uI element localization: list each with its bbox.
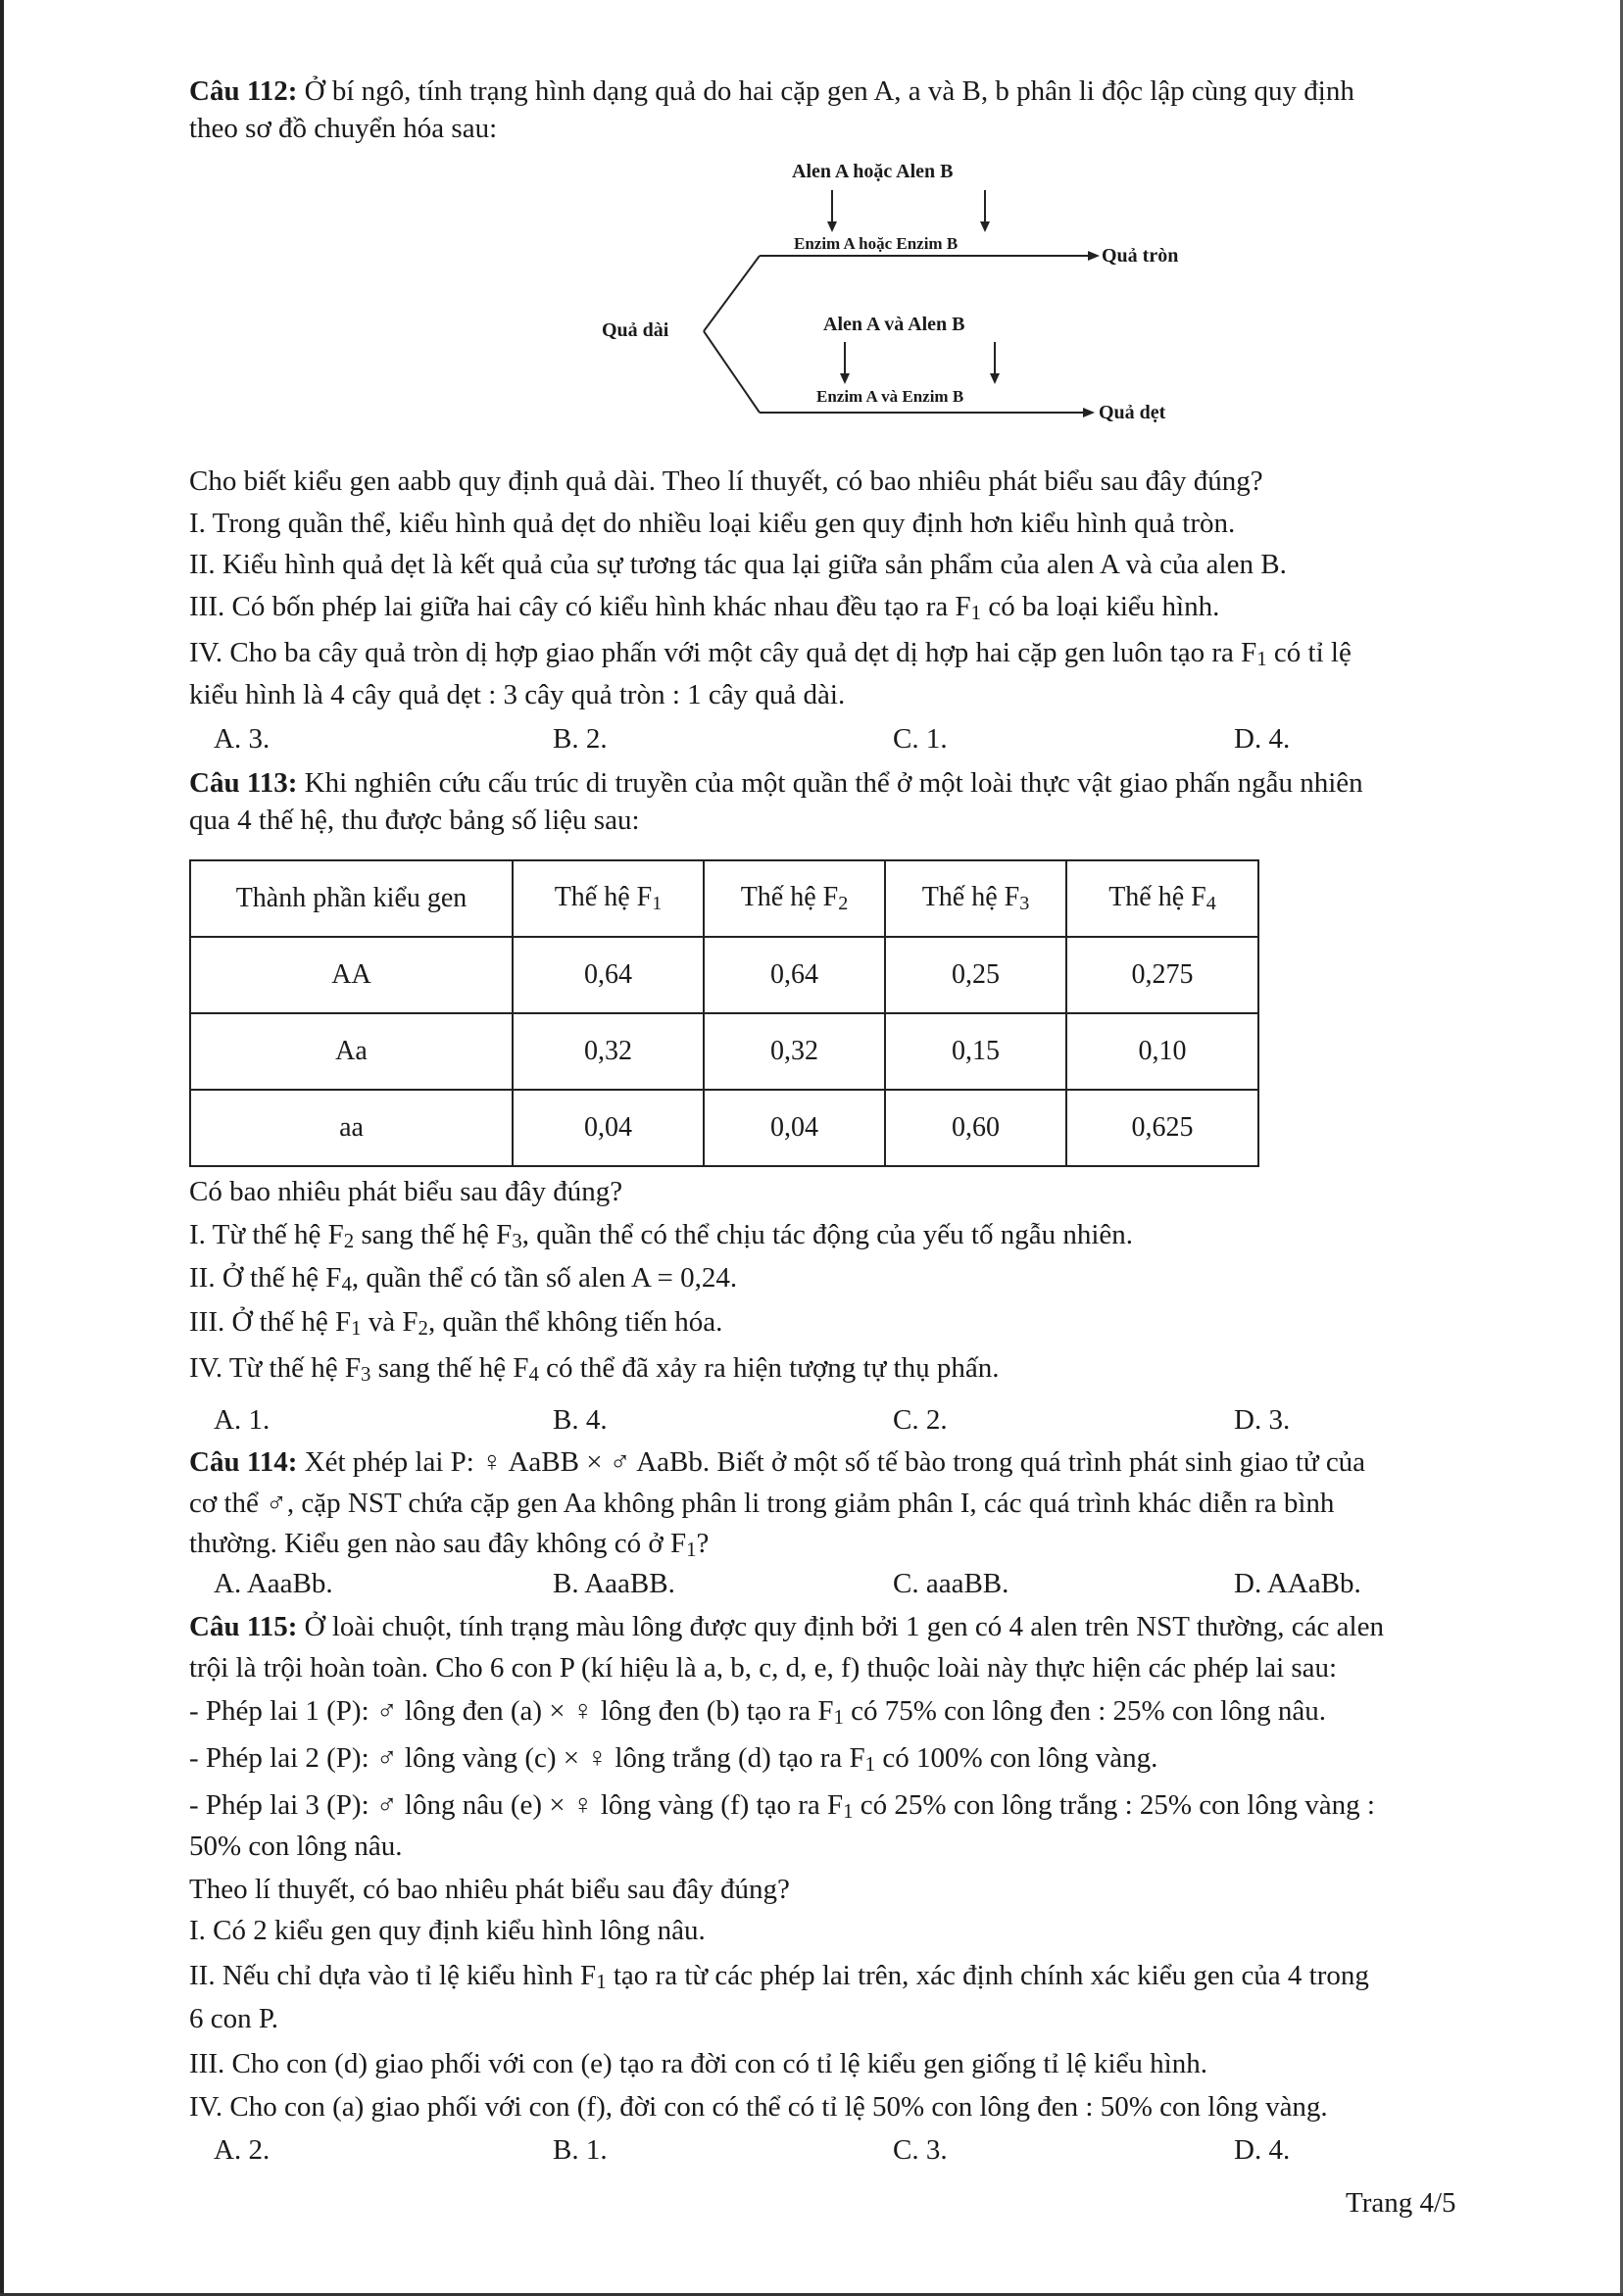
q113-statement-4: IV. Từ thế hệ $F_3$ sang thế hệ $F_4$ có thể đã xảy ra hiện tượng tự thụ phấn. (189, 1352, 1000, 1387)
diagram-top-enzyme: Enzim A hoặc Enzim B (794, 234, 959, 253)
q114-line3: thường. Kiểu gen nào sau đây không có ở $F_1$? (189, 1528, 710, 1562)
table-row (190, 1013, 1258, 1090)
q113-line1: Câu 113: Khi nghiên cứu cấu trúc di truyền của một quần thể ở một loài thực vật giao phấn ngẫu nhiên (189, 767, 1363, 799)
q113-option-a[interactable]: A. 1. (214, 1404, 270, 1436)
q112-statement-3: III. Có bốn phép lai giữa hai cây có kiểu hình khác nhau đều tạo ra $F_1$ có ba loại kiểu hình. (189, 591, 1220, 625)
q115-option-c[interactable]: C. 3. (893, 2134, 948, 2166)
q112-option-b[interactable]: B. 2. (553, 723, 608, 755)
q112-line2: theo sơ đồ chuyển hóa sau: (189, 113, 498, 144)
table-header-cell: Thế hệ $F_4$ (1066, 860, 1258, 937)
q112-intro: Cho biết kiểu gen aabb quy định quả dài. Theo lí thuyết, có bao nhiêu phát biểu sau đây đúng? (189, 465, 1263, 497)
table-header-cell: Thế hệ $F_1$ (513, 860, 704, 937)
q113-option-c[interactable]: C. 2. (893, 1404, 948, 1436)
table-cell: AA (190, 937, 513, 1013)
q115-option-b[interactable]: B. 1. (553, 2134, 608, 2166)
q115-statement-4: IV. Cho con (a) giao phối với con (f), đời con có thể có tỉ lệ 50% con lông đen : 50% con lông vàng. (189, 2091, 1328, 2123)
table-cell: 0,625 (1066, 1090, 1258, 1166)
table-cell: 0,32 (704, 1013, 885, 1090)
q115-cross-3-cont: 50% con lông nâu. (189, 1831, 403, 1862)
table-cell: 0,32 (513, 1013, 704, 1090)
q112-diagram (588, 157, 1235, 441)
q115-line2: trội là trội hoàn toàn. Cho 6 con P (kí hiệu là a, b, c, d, e, f) thuộc loài này thực hiện các phép lai sau: (189, 1652, 1338, 1684)
table-cell: 0,25 (885, 937, 1066, 1013)
table-cell: 0,04 (704, 1090, 885, 1166)
table-header-cell: Thế hệ $F_3$ (885, 860, 1066, 937)
q114-line1: Câu 114: Xét phép lai P: ♀ AaBB × ♂ AaBb. Biết ở một số tế bào trong quá trình phát sinh giao tử của (189, 1446, 1366, 1478)
q115-statement-2-cont: 6 con P. (189, 2003, 279, 2034)
table-cell: 0,64 (513, 937, 704, 1013)
diagram-left-label: Quả dài (602, 319, 669, 341)
table-header-cell: Thế hệ $F_2$ (704, 860, 885, 937)
scan-left-edge (0, 0, 4, 2296)
table-row (190, 937, 1258, 1013)
q114-option-c[interactable]: C. aaaBB. (893, 1568, 1009, 1599)
diagram-top-result: Quả tròn (1102, 245, 1179, 267)
q113-option-b[interactable]: B. 4. (553, 1404, 608, 1436)
table-cell: 0,04 (513, 1090, 704, 1166)
q112-label: Câu 112: (189, 75, 298, 107)
table-cell: 0,64 (704, 937, 885, 1013)
q115-label: Câu 115: (189, 1611, 298, 1642)
q113-statement-2: II. Ở thế hệ $F_4$, quần thể có tần số alen A = 0,24. (189, 1262, 738, 1296)
diagram-bottom-enzyme: Enzim A và Enzim B (816, 387, 964, 406)
q112-option-d[interactable]: D. 4. (1234, 723, 1291, 755)
q112-line1: Câu 112: Ở bí ngô, tính trạng hình dạng quả do hai cặp gen A, a và B, b phân li độc lập cùng quy định (189, 75, 1354, 107)
table-cell: 0,60 (885, 1090, 1066, 1166)
q115-cross-3: - Phép lai 3 (P): ♂ lông nâu (e) × ♀ lông vàng (f) tạo ra $F_1$ có 25% con lông trắng : 25% con lông vàng : (189, 1789, 1375, 1824)
diagram-top-alleles: Alen A hoặc Alen B (792, 161, 954, 182)
table-cell: aa (190, 1090, 513, 1166)
q113-option-d[interactable]: D. 3. (1234, 1404, 1291, 1436)
diagram-bottom-result: Quả dẹt (1099, 402, 1166, 423)
q115-option-a[interactable]: A. 2. (214, 2134, 270, 2166)
q115-statement-3: III. Cho con (d) giao phối với con (e) tạo ra đời con có tỉ lệ kiểu gen giống tỉ lệ kiểu hình. (189, 2048, 1207, 2079)
q112-statement-1: I. Trong quần thể, kiểu hình quả dẹt do nhiều loại kiểu gen quy định hơn kiểu hình quả tròn. (189, 508, 1236, 539)
q114-option-d[interactable]: D. AAaBb. (1234, 1568, 1361, 1599)
q115-cross-1: - Phép lai 1 (P): ♂ lông đen (a) × ♀ lông đen (b) tạo ra $F_1$ có 75% con lông đen : 25% con lông nâu. (189, 1695, 1326, 1730)
q114-option-b[interactable]: B. AaaBB. (553, 1568, 675, 1599)
q113-label: Câu 113: (189, 767, 298, 799)
table-row (190, 1090, 1258, 1166)
q112-statement-4-cont: kiểu hình là 4 cây quả dẹt : 3 cây quả tròn : 1 cây quả dài. (189, 679, 846, 710)
q113-statement-1: I. Từ thế hệ $F_2$ sang thế hệ $F_3$, quần thể có thể chịu tác động của yếu tố ngẫu nhiên. (189, 1219, 1134, 1253)
table-cell: 0,275 (1066, 937, 1258, 1013)
q112-option-a[interactable]: A. 3. (214, 723, 270, 755)
table-header-row (190, 860, 1258, 937)
q114-label: Câu 114: (189, 1446, 298, 1478)
q112-statement-2: II. Kiểu hình quả dẹt là kết quả của sự tương tác qua lại giữa sản phẩm của alen A và của alen B. (189, 549, 1287, 580)
page-number: Trang 4/5 (1346, 2187, 1456, 2219)
q115-intro: Theo lí thuyết, có bao nhiêu phát biểu sau đây đúng? (189, 1874, 790, 1905)
q115-statement-1: I. Có 2 kiểu gen quy định kiểu hình lông nâu. (189, 1915, 706, 1946)
q113-line2: qua 4 thế hệ, thu được bảng số liệu sau: (189, 805, 640, 836)
q113-statement-3: III. Ở thế hệ $F_1$ và $F_2$, quần thể không tiến hóa. (189, 1306, 723, 1341)
table-header-cell: Thành phần kiểu gen (190, 860, 513, 937)
q115-statement-2: II. Nếu chỉ dựa vào tỉ lệ kiểu hình $F_1$ tạo ra từ các phép lai trên, xác định chính xác kiểu gen của 4 trong (189, 1960, 1369, 1994)
q115-cross-2: - Phép lai 2 (P): ♂ lông vàng (c) × ♀ lông trắng (d) tạo ra $F_1$ có 100% con lông vàng. (189, 1742, 1158, 1777)
q113-intro: Có bao nhiêu phát biểu sau đây đúng? (189, 1176, 623, 1207)
q115-option-d[interactable]: D. 4. (1234, 2134, 1291, 2166)
q112-option-c[interactable]: C. 1. (893, 723, 948, 755)
q115-line1: Câu 115: Ở loài chuột, tính trạng màu lông được quy định bởi 1 gen có 4 alen trên NST thường, các alen (189, 1611, 1384, 1642)
q112-statement-4: IV. Cho ba cây quả tròn dị hợp giao phấn với một cây quả dẹt dị hợp hai cặp gen luôn tạo ra $F_1$ có tỉ lệ (189, 637, 1352, 671)
table-cell: 0,10 (1066, 1013, 1258, 1090)
table-cell: 0,15 (885, 1013, 1066, 1090)
genotype-table (189, 859, 1259, 1167)
q114-option-a[interactable]: A. AaaBb. (214, 1568, 333, 1599)
table-cell: Aa (190, 1013, 513, 1090)
diagram-bottom-alleles: Alen A và Alen B (823, 314, 965, 335)
q114-line2: cơ thể ♂, cặp NST chứa cặp gen Aa không phân li trong giảm phân I, các quá trình khác diễn ra bình (189, 1488, 1335, 1519)
